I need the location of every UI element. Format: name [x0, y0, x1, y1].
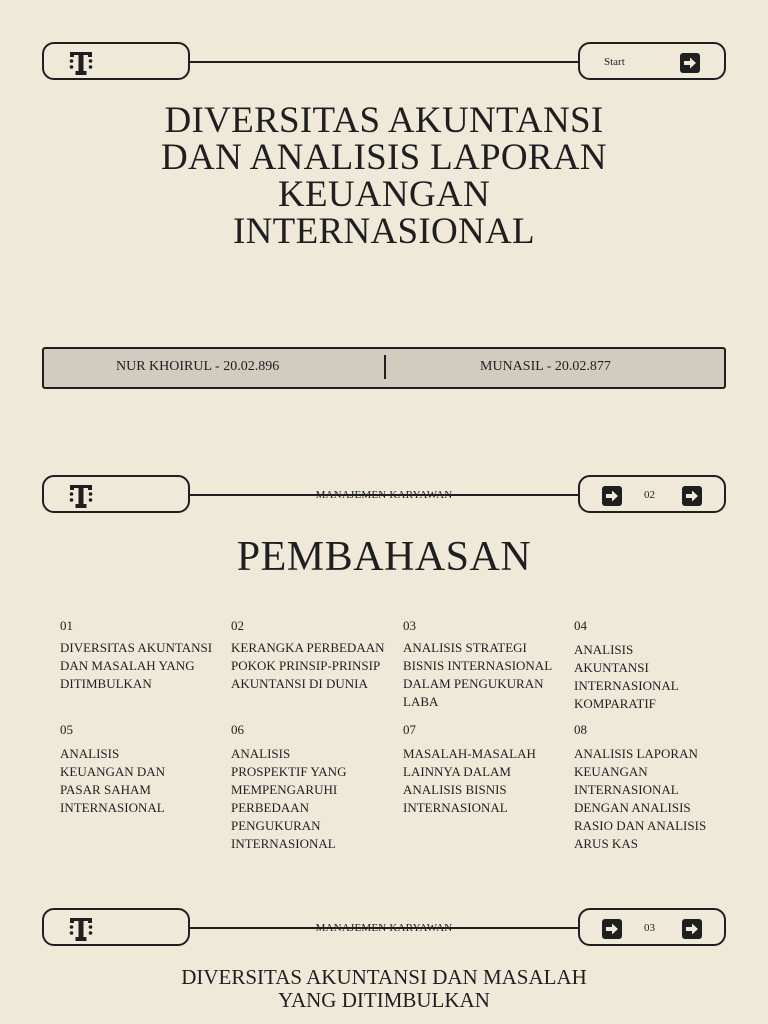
topic-number: 08 [574, 722, 587, 737]
start-label: Start [604, 56, 625, 68]
topic-number: 05 [60, 722, 73, 737]
topic-number: 06 [231, 722, 244, 737]
author-divider [384, 355, 386, 379]
pager-pill [578, 475, 726, 513]
t-logo-icon [68, 915, 94, 943]
section-title: PEMBAHASAN [236, 534, 532, 580]
topic-text: DIVERSITAS AKUNTANSI DAN MASALAH YANG DITIMBULKAN [60, 640, 213, 691]
title-line: DIVERSITAS AKUNTANSI DAN MASALAH [181, 965, 587, 989]
authors-bar [42, 347, 726, 389]
t-logo-icon [68, 49, 94, 77]
logo-pill[interactable] [42, 908, 190, 946]
title-line: KEUANGAN [277, 174, 491, 215]
topic-text: KERANGKA PERBEDAAN POKOK PRINSIP-PRINSIP AKUNTANSI DI DUNIA [231, 640, 385, 691]
page-number: 03 [644, 922, 655, 934]
arrow-right-icon[interactable] [680, 53, 700, 73]
t-logo-icon [68, 482, 94, 510]
topic-text: ANALISIS KEUANGAN DAN PASAR SAHAM INTERNASIONAL [60, 746, 166, 815]
title-line: YANG DITIMBULKAN [278, 988, 490, 1012]
arrow-next-icon[interactable] [682, 486, 702, 506]
topic-number: 01 [60, 618, 73, 633]
topic-item [231, 618, 387, 693]
nav-center-label: MANAJEMEN KARYAWAN [315, 922, 453, 934]
topic-number: 03 [403, 618, 416, 633]
logo-pill[interactable] [42, 475, 190, 513]
topic-item [60, 722, 176, 817]
topic-item [574, 618, 694, 713]
slide3-title [0, 966, 768, 1012]
topic-number: 07 [403, 722, 416, 737]
arrow-prev-icon[interactable] [602, 919, 622, 939]
topic-text: ANALISIS PROSPEKTIF YANG MEMPENGARUHI PERBEDAAN PENGUKURAN INTERNASIONAL [231, 746, 347, 851]
pager-pill [578, 908, 726, 946]
author-2: MUNASIL - 20.02.877 [480, 359, 611, 374]
logo-pill[interactable] [42, 42, 190, 80]
slide3-navbar [42, 908, 726, 950]
topic-item [60, 618, 220, 693]
title-line: DIVERSITAS AKUNTANSI [164, 100, 604, 141]
title-line: INTERNASIONAL [233, 211, 535, 252]
topic-text: ANALISIS STRATEGI BISNIS INTERNASIONAL DALAM PENGUKURAN LABA [403, 640, 552, 709]
topic-item [403, 722, 548, 817]
topic-text: ANALISIS LAPORAN KEUANGAN INTERNASIONAL DENGAN ANALISIS RASIO DAN ANALISIS ARUS KAS [574, 746, 707, 851]
slide1-title [0, 102, 768, 250]
arrow-next-icon[interactable] [682, 919, 702, 939]
topic-item [574, 722, 710, 853]
nav-center-label: MANAJEMEN KARYAWAN [315, 489, 453, 501]
title-line: DAN ANALISIS LAPORAN [161, 137, 607, 178]
slide1-navbar [42, 42, 726, 84]
topic-text: MASALAH-MASALAH LAINNYA DALAM ANALISIS BISNIS INTERNASIONAL [403, 746, 536, 815]
topic-number: 04 [574, 618, 587, 633]
page-number: 02 [644, 489, 655, 501]
slide2-navbar [42, 475, 726, 517]
topic-item [403, 618, 555, 711]
arrow-prev-icon[interactable] [602, 486, 622, 506]
start-pill[interactable] [578, 42, 726, 80]
topic-item [231, 722, 361, 853]
nav-line [190, 61, 578, 63]
topic-text: ANALISIS AKUNTANSI INTERNASIONAL KOMPARATIF [574, 642, 679, 711]
author-1: NUR KHOIRUL - 20.02.896 [116, 359, 280, 374]
topic-number: 02 [231, 618, 244, 633]
